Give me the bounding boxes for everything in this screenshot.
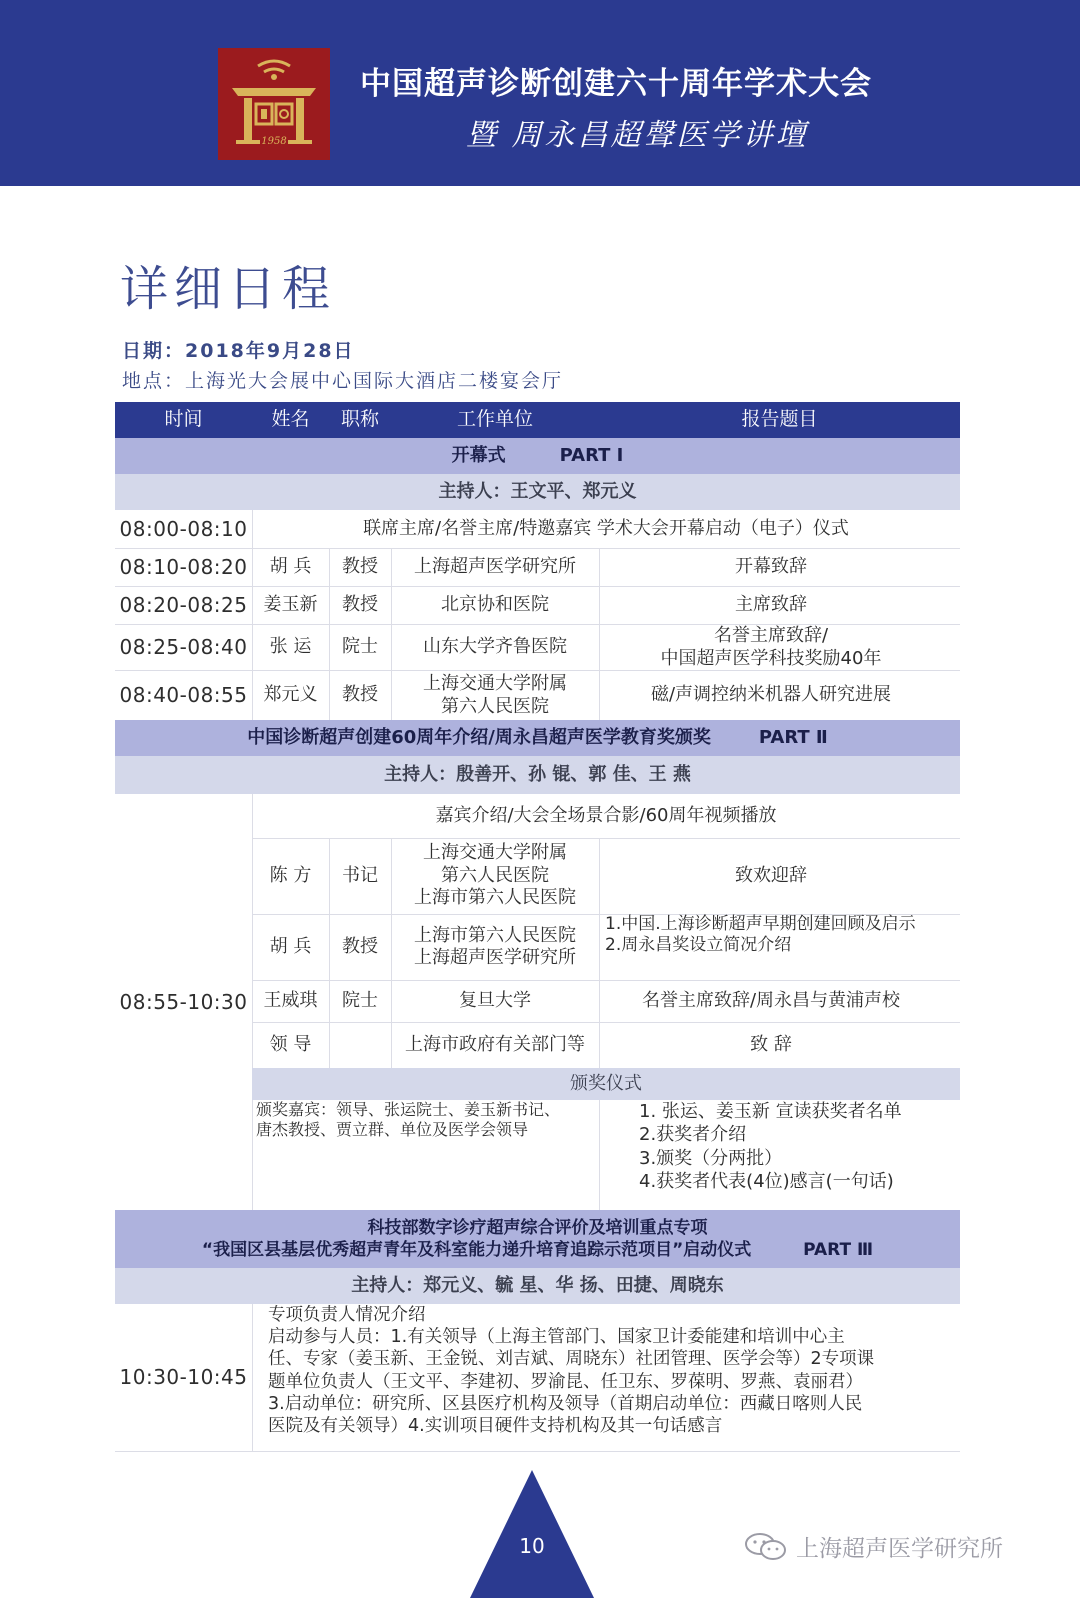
part-3-band xyxy=(115,1210,960,1268)
row-name: 胡 兵 xyxy=(269,556,312,578)
description-line: 专项负责人情况介绍 xyxy=(268,1305,426,1325)
part-3-description xyxy=(268,1304,958,1451)
row-time: 08:10-08:20 xyxy=(119,555,248,579)
description-line: 题单位负责人（王文平、李建初、罗渝昆、任卫东、罗葆明、罗燕、袁丽君） xyxy=(268,1371,863,1392)
row-topic xyxy=(605,914,960,980)
part-1-band xyxy=(115,438,960,474)
row-name: 领 导 xyxy=(269,1033,312,1055)
row-unit xyxy=(391,914,599,980)
wechat-icon xyxy=(744,1532,788,1562)
column-header-name: 姓名 xyxy=(271,408,310,431)
row-merged-topic: 联席主席/名誉主席/特邀嘉宾 学术大会开幕启动（电子）仪式 xyxy=(363,517,849,539)
table-row xyxy=(115,914,960,980)
row-name: 张 运 xyxy=(269,636,312,658)
part-3-host xyxy=(115,1268,960,1304)
table-row xyxy=(115,624,960,670)
award-band xyxy=(252,1068,960,1100)
row-topic: 致 辞 xyxy=(750,1033,792,1055)
row-title: 院士 xyxy=(342,636,378,658)
part-3-host-text: 主持人：郑元义、毓 星、华 扬、田捷、周晓东 xyxy=(351,1274,724,1296)
part-3-tag: PART Ⅲ xyxy=(803,1240,874,1260)
row-name: 姜玉新 xyxy=(263,594,318,616)
row-name: 陈 方 xyxy=(269,864,312,886)
award-guests xyxy=(256,1100,596,1210)
logo-year: 1958 xyxy=(261,136,287,147)
table-row xyxy=(115,1022,960,1068)
part-3-label-line2: “我国区县基层优秀超声青年及科室能力递升培育追踪示范项目”启动仪式 xyxy=(201,1240,752,1260)
event-date: 日期：2018年9月28日 xyxy=(122,340,355,362)
row-unit-line: 上海市第六人民医院 xyxy=(414,924,576,946)
row-merged-topic: 嘉宾介绍/大会全场景合影/60周年视频播放 xyxy=(435,804,777,826)
row-name: 王威琪 xyxy=(263,989,318,1011)
column-header-time: 时间 xyxy=(164,408,203,431)
header-band xyxy=(0,0,1080,186)
row-title: 教授 xyxy=(342,684,378,706)
row-title xyxy=(329,1022,391,1068)
row-title: 教授 xyxy=(342,556,378,578)
row-title: 书记 xyxy=(342,864,378,886)
part-2-band xyxy=(115,720,960,756)
award-header: 颁奖仪式 xyxy=(570,1072,642,1094)
row-topic: 致欢迎辞 xyxy=(735,864,807,886)
row-time: 10:30-10:45 xyxy=(119,1365,248,1389)
row-topic-line: 名誉主席致辞/ xyxy=(713,625,829,646)
part-3-label: 科技部数字诊疗超声综合评价及培训重点专项 xyxy=(367,1217,708,1238)
table-row xyxy=(115,1304,960,1452)
watermark-text: 上海超声医学研究所 xyxy=(796,1536,1003,1562)
row-topic: 开幕致辞 xyxy=(735,556,807,578)
logo-emblem-icon xyxy=(218,48,330,160)
page-title: 详细日程 xyxy=(120,261,337,317)
row-unit-line: 上海交通大学附属 xyxy=(423,842,567,864)
column-header-unit: 工作单位 xyxy=(456,408,533,431)
row-title: 教授 xyxy=(342,594,378,616)
row-unit: 山东大学齐鲁医院 xyxy=(423,636,567,658)
description-line: 医院及有关领导）4.实训项目硬件支持机构及其一句话感言 xyxy=(268,1416,723,1437)
row-unit-line: 第六人民医院 xyxy=(441,695,549,717)
event-venue: 地点：上海光大会展中心国际大酒店二楼宴会厅 xyxy=(122,370,564,392)
conference-subtitle: 暨 周永昌超聲医学讲壇 xyxy=(466,118,809,153)
description-line: 启动参与人员：1.有关领导（上海主管部门、国家卫计委能建和培训中心主 xyxy=(268,1327,845,1348)
award-step: 2.获奖者介绍 xyxy=(639,1124,747,1146)
row-topic-line: 中国超声医学科技奖励40年 xyxy=(660,647,882,669)
column-header-topic: 报告题目 xyxy=(741,408,818,431)
table-row xyxy=(115,548,960,586)
column-header-title: 职称 xyxy=(340,408,379,431)
part-2-tag: PART Ⅱ xyxy=(758,726,828,748)
award-step: 3.颁奖（分两批） xyxy=(639,1147,783,1169)
part-1-label: 开幕式 xyxy=(451,444,506,466)
row-name: 胡 兵 xyxy=(269,935,312,957)
row-unit xyxy=(391,838,599,914)
row-unit-line: 上海市第六人民医院 xyxy=(414,887,576,909)
part-1-host xyxy=(115,474,960,510)
row-time: 08:40-08:55 xyxy=(119,683,248,707)
row-topic: 磁/声调控纳米机器人研究进展 xyxy=(650,684,892,706)
part-2-host xyxy=(115,756,960,794)
part-2-label: 中国诊断超声创建60周年介绍/周永昌超声医学教育奖颁奖 xyxy=(247,726,711,748)
row-time: 08:55-10:30 xyxy=(119,989,248,1014)
award-guests-line: 唐杰教授、贾立群、单位及医学会领导 xyxy=(256,1120,529,1139)
row-time: 08:20-08:25 xyxy=(119,593,248,617)
table-row xyxy=(115,670,960,720)
award-step: 4.获奖者代表(4位)感言(一句话) xyxy=(639,1171,894,1193)
award-steps xyxy=(639,1100,959,1210)
row-topic-line: 1.中国.上海诊断超声早期创建回顾及启示 xyxy=(605,914,916,934)
row-unit-line: 上海交通大学附属 xyxy=(423,673,567,694)
row-topic-line: 2.周永昌奖设立简况介绍 xyxy=(605,935,792,956)
row-title: 教授 xyxy=(342,935,378,957)
row-unit-line: 上海超声医学研究所 xyxy=(414,947,576,968)
row-topic: 主席致辞 xyxy=(735,594,807,616)
table-row xyxy=(115,838,960,914)
row-unit: 北京协和医院 xyxy=(441,594,549,616)
table-row xyxy=(115,510,960,548)
row-topic: 名誉主席致辞/周永昌与黄浦声校 xyxy=(641,989,901,1011)
part-1-tag: PART Ⅰ xyxy=(559,444,624,466)
row-time: 08:25-08:40 xyxy=(119,635,248,659)
description-line: 任、专家（姜玉新、王金锐、刘吉斌、周晓东）社团管理、医学会等）2专项课 xyxy=(268,1349,875,1370)
row-unit: 上海市政府有关部门等 xyxy=(405,1033,585,1055)
award-row xyxy=(115,1100,960,1210)
row-title: 院士 xyxy=(342,989,378,1011)
row-unit xyxy=(391,671,599,720)
row-unit: 复旦大学 xyxy=(459,989,531,1011)
table-row xyxy=(115,980,960,1022)
part-1-host-text: 主持人：王文平、郑元义 xyxy=(438,480,637,502)
row-unit-line: 第六人民医院 xyxy=(441,864,549,886)
award-step: 1. 张运、姜玉新 宣读获奖者名单 xyxy=(639,1101,902,1122)
watermark xyxy=(744,1530,1003,1563)
page-number: 10 xyxy=(519,1534,545,1558)
table-row xyxy=(115,586,960,624)
row-time: 08:00-08:10 xyxy=(119,516,248,541)
row-name: 郑元义 xyxy=(263,684,318,706)
table-header xyxy=(115,402,960,438)
table-row xyxy=(115,794,960,838)
row-unit: 上海超声医学研究所 xyxy=(414,556,576,578)
conference-title: 中国超声诊断创建六十周年学术大会 xyxy=(360,66,872,102)
award-guests-line: 颁奖嘉宾：领导、张运院士、姜玉新书记、 xyxy=(256,1100,561,1119)
description-line: 3.启动单位：研究所、区县医疗机构及领导（首期启动单位：西藏日喀则人民 xyxy=(268,1393,863,1414)
part-2-host-text: 主持人：殷善开、孙 锟、郭 佳、王 燕 xyxy=(384,763,691,785)
row-topic xyxy=(599,625,943,670)
